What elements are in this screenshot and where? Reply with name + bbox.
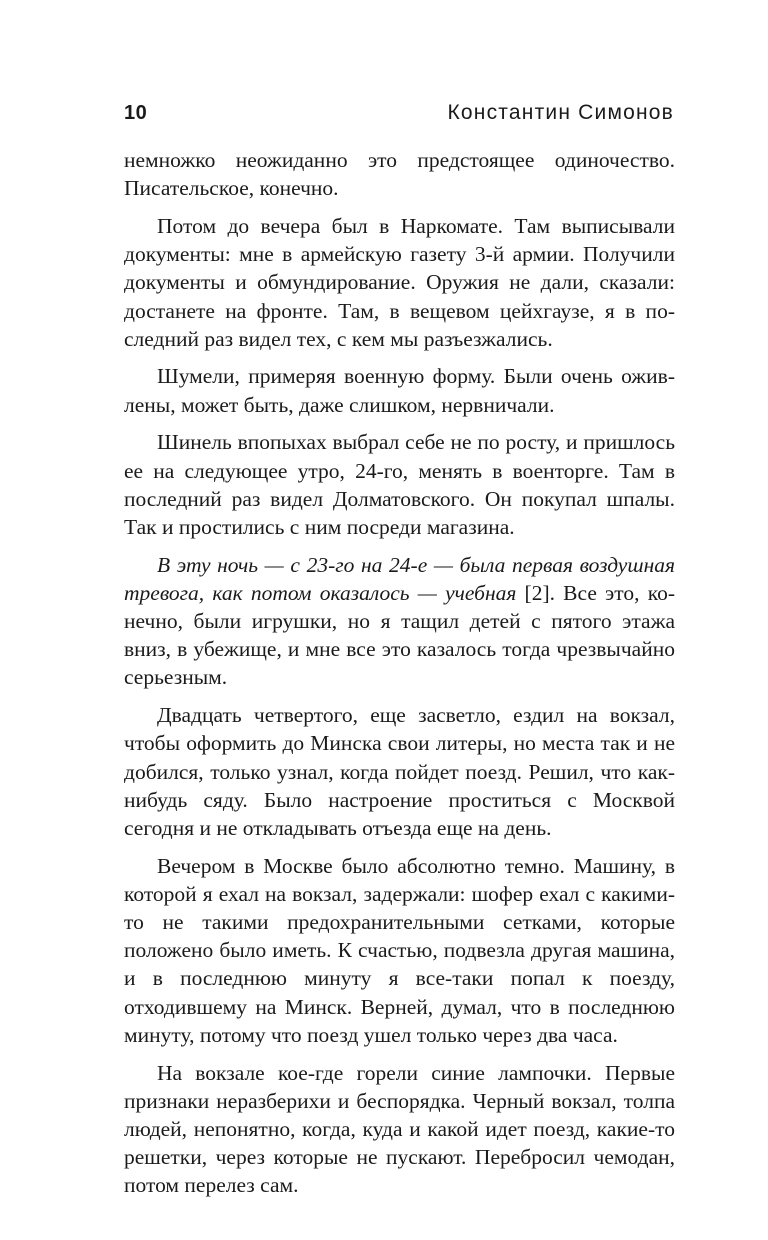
running-title: Константин Симонов xyxy=(447,101,674,124)
paragraph: Потом до вечера был в Наркомате. Там выписывали документы: мне в армейскую газету 3-й армии. Получили документы и обмундирование. Оружия не дали, сказали: достанете на фронте. Там, в вещевом цейхгаузе, я в последний раз видел тех, с кем мы разъезжались. xyxy=(124,213,675,351)
paragraph: В эту ночь — с 23-го на 24-е — была первая воздушная тревога, как потом оказалось — учебная [2]. Все это, конечно, были игрушки, но я тащил детей с пятого этажа вниз, в убежище, и мне все это казалось тогда чрезвычайно серьезным. xyxy=(124,552,675,690)
paragraph: немножко неожиданно это предстоящее одиночество. Писательское, конечно. xyxy=(124,148,675,201)
page-number: 10 xyxy=(124,101,148,124)
page-header xyxy=(124,99,674,127)
italic-quote: В эту ночь — с 23-го на 24-е — была первая воздушная тревога, как потом оказалось — учебная xyxy=(124,552,675,605)
paragraph: Двадцать четвертого, еще засветло, ездил на вокзал, чтобы оформить до Минска свои литеры, но места так и не добился, только узнал, когда пойдет поезд. Решил, что как-нибудь сяду. Было настроение проститься с Москвой сегодня и не откладывать отъезда еще на день. xyxy=(124,703,675,840)
paragraph: Шинель впопыхах выбрал себе не по росту, и пришлось ее на следующее утро, 24-го, менять в военторге. Там в последний раз видел Долматовского. Он покупал шпалы. Так и простились с ним посреди магазина. xyxy=(124,430,675,539)
paragraph: Шумели, примеряя военную форму. Были очень оживлены, может быть, даже слишком, нервничали. xyxy=(124,364,675,417)
body-text xyxy=(124,146,675,1200)
paragraph: На вокзале кое-где горели синие лампочки. Первые признаки неразберихи и беспорядка. Черный вокзал, толпа людей, непонятно, когда, куда и какой идет поезд, какие-то решетки, через которые не пускают. Перебросил чемодан, потом перелез сам. xyxy=(124,1060,675,1198)
paragraph: Вечером в Москве было абсолютно темно. Машину, в которой я ехал на вокзал, задержали: шофер ехал с какими-то не такими предохранительными сетками, которые положено было иметь. К счастью, подвезла другая машина, и в последнюю минуту я все-таки попал к поезду, отходившему на Минск. Верней, думал, что в последнюю минуту, потому что поезд ушел только через два часа. xyxy=(124,853,675,1047)
